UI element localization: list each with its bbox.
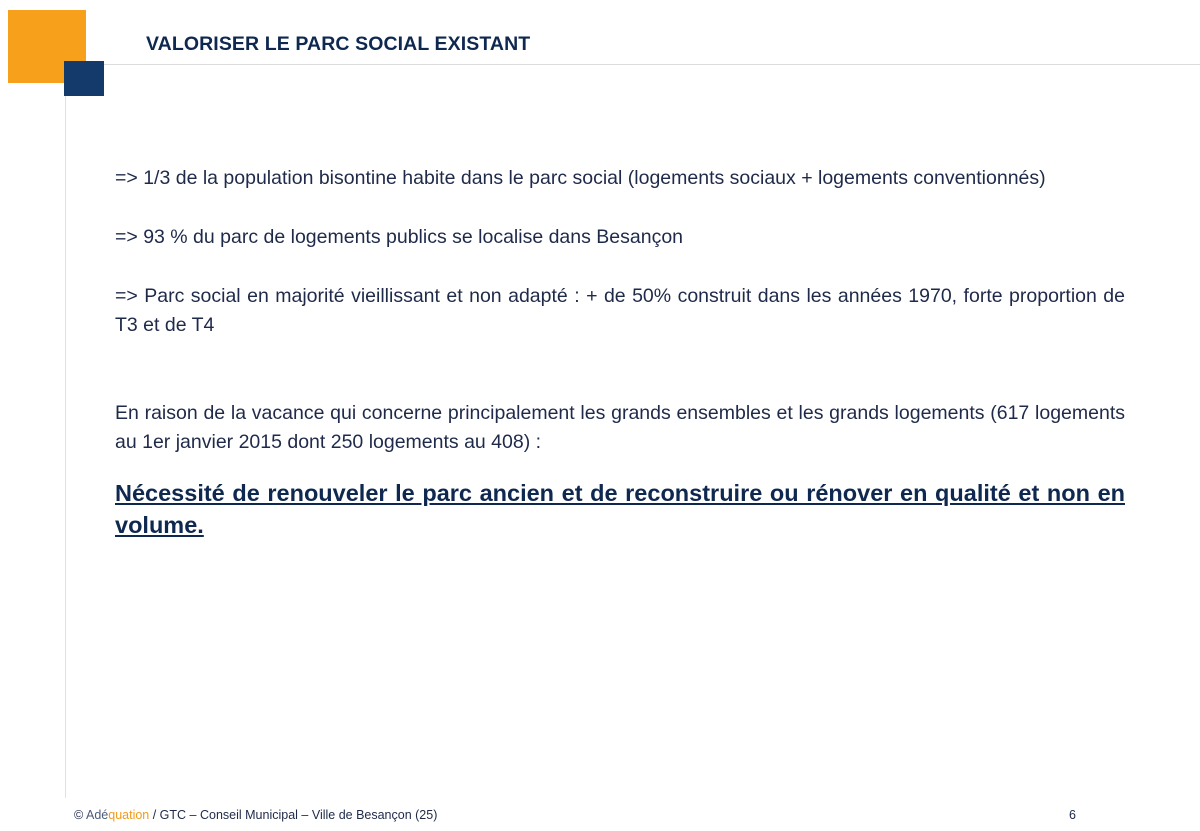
brand-suffix: quation (108, 808, 150, 822)
copyright-symbol: © (74, 808, 86, 822)
logo-navy-square (64, 61, 104, 96)
left-vertical-divider (65, 96, 66, 798)
page-number: 6 (1069, 808, 1076, 822)
vacancy-paragraph: En raison de la vacance qui concerne principalement les grands ensembles et les grands logements (617 logements au 1er janvier 2015 dont 250 logements au 408) : (115, 402, 1125, 453)
conclusion-statement: Nécessité de renouveler le parc ancien et de reconstruire ou rénover en qualité et non en volume. (115, 480, 1125, 538)
bullet-public-housing: => 93 % du parc de logements publics se localise dans Besançon (115, 226, 684, 248)
slide-title: VALORISER LE PARC SOCIAL EXISTANT (146, 33, 531, 55)
bullet-aging-stock: => Parc social en majorité vieillissant et non adapté : + de 50% construit dans les années 1970, forte proportion de T3 et de T4 (115, 285, 1125, 336)
brand-prefix: Adé (86, 808, 109, 822)
footer-credits (74, 808, 437, 822)
header-divider (104, 64, 1200, 65)
footer-text: / GTC – Conseil Municipal – Ville de Besançon (25) (149, 808, 438, 822)
bullet-population: => 1/3 de la population bisontine habite dans le parc social (logements sociaux + logements conventionnés) (115, 167, 1046, 189)
slide-content (115, 164, 1125, 565)
